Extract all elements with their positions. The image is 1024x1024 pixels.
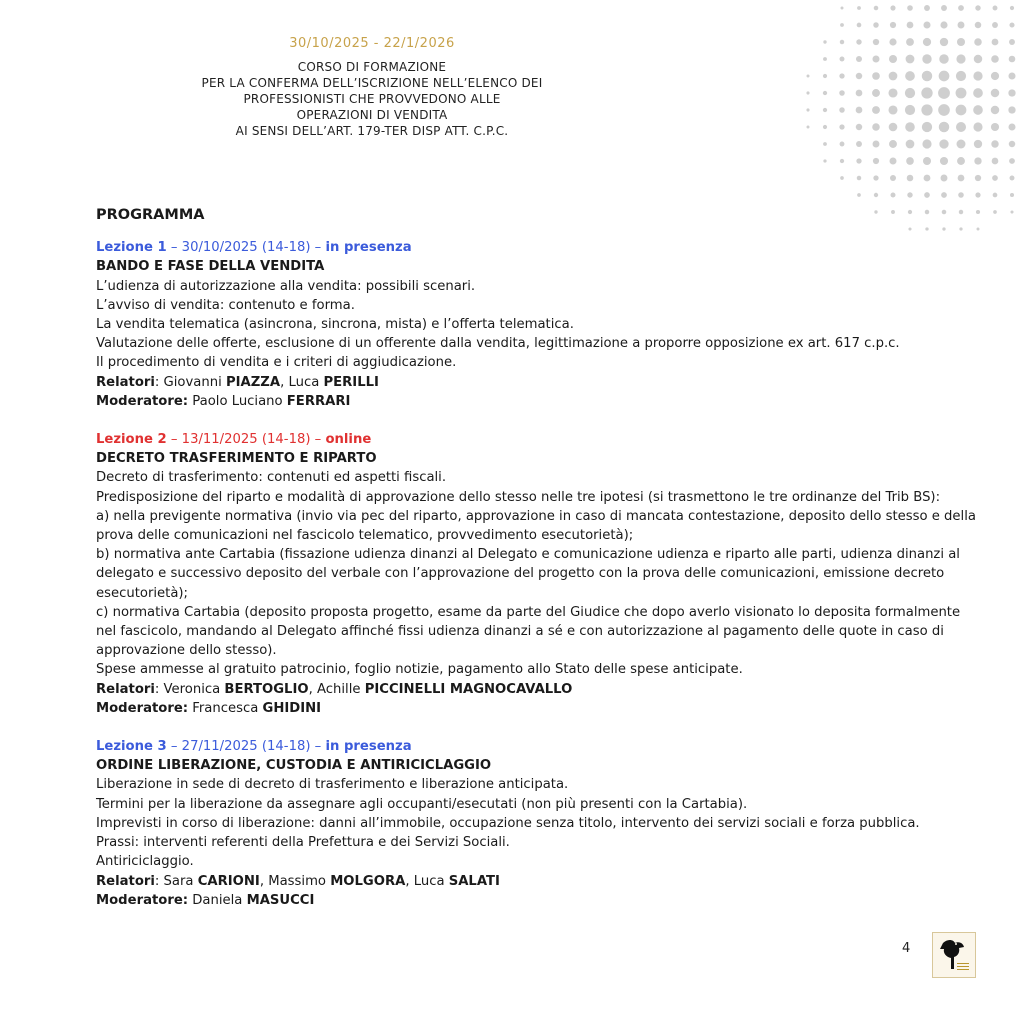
decorative-dot <box>905 71 915 81</box>
moderator-line <box>96 699 976 718</box>
decorative-dot <box>856 107 863 114</box>
decorative-dot <box>856 56 862 62</box>
lesson-topic-line: La vendita telematica (asincrona, sincrona, mista) e l’offerta telematica. <box>96 317 574 333</box>
speakers-label: Relatori <box>96 681 155 697</box>
lesson-topic-line: Il procedimento di vendita e i criteri di aggiudicazione. <box>96 355 457 371</box>
decorative-dot <box>857 193 861 197</box>
decorative-dot <box>890 158 897 165</box>
lesson-topic-line: b) normativa ante Cartabia (fissazione udienza dinanzi al Delegato e comunicazione udienza e riparto alle parti, udienza dinanzi al delegato e successivo deposito del verbale con l’approvazione del progetto con la prova delle comunicazioni, emissione decreto esecutorietà); <box>96 547 960 601</box>
decorative-dot <box>993 6 998 11</box>
decorative-dot <box>906 38 914 46</box>
course-title-line: OPERAZIONI DI VENDITA <box>296 108 448 122</box>
moderator-label: Moderatore: <box>96 892 189 908</box>
decorative-dot <box>991 72 999 80</box>
decorative-dot <box>872 55 879 62</box>
lesson-topic-line: L’udienza di autorizzazione alla vendita: possibili scenari. <box>96 278 476 294</box>
lesson-title: ORDINE LIBERAZIONE, CUSTODIA E ANTIRICICLAGGIO <box>96 758 492 774</box>
speaker-last-name: SALATI <box>448 873 500 889</box>
speaker-first-name: Giovanni <box>163 374 226 390</box>
decorative-dot <box>939 54 949 64</box>
decorative-dot <box>1010 6 1014 10</box>
decorative-dot <box>991 140 998 147</box>
decorative-dot <box>921 104 932 115</box>
speaker-last-name: MOLGORA <box>330 873 406 889</box>
decorative-dot <box>872 89 880 97</box>
moderator-line <box>96 891 976 910</box>
lesson-topic-line: Antiriciclaggio. <box>96 854 194 870</box>
lesson-label: Lezione 2 <box>96 432 167 448</box>
speaker-first-name: Luca <box>288 374 324 390</box>
decorative-dot <box>939 71 950 82</box>
lesson-title: BANDO E FASE DELLA VENDITA <box>96 259 325 275</box>
decorative-dot <box>823 108 827 112</box>
speakers-line: Relatori: Veronica BERTOGLIO, Achille PICCINELLI MAGNOCAVALLO <box>96 681 573 697</box>
decorative-dot <box>1008 72 1015 79</box>
decorative-dot <box>974 140 982 148</box>
decorative-dot <box>975 22 982 29</box>
lesson-mode: in presenza <box>325 240 412 256</box>
course-title-line: PROFESSIONISTI CHE PROVVEDONO ALLE <box>243 92 501 106</box>
decorative-dot <box>1010 176 1015 181</box>
decorative-dot <box>956 54 965 63</box>
decorative-dot <box>941 5 947 11</box>
lesson-topic-line: Spese ammesse al gratuito patrocinio, foglio notizie, pagamento allo Stato delle spese anticipate. <box>96 662 743 678</box>
decorative-dot <box>840 23 844 27</box>
decorative-dot <box>906 55 915 64</box>
decorative-dot <box>889 38 896 45</box>
decorative-dot <box>991 106 999 114</box>
lesson-topic-line: Prassi: interventi referenti della Prefettura e dei Servizi Sociali. <box>96 835 510 851</box>
course-dates: 30/10/2025 - 22/1/2026 <box>289 36 455 51</box>
lesson-topic-line: Liberazione in sede di decreto di trasferimento e liberazione anticipata. <box>96 777 569 793</box>
decorative-dot <box>974 38 982 46</box>
decorative-dot <box>872 106 880 114</box>
decorative-dot <box>874 193 878 197</box>
decorative-dot <box>958 5 964 11</box>
lesson-topic-line: Predisposizione del riparto e modalità di approvazione dello stesso nelle tre ipotesi (si trasmettono le tre ordinanze del Trib BS): <box>96 489 941 505</box>
decorative-dot <box>1008 106 1015 113</box>
decorative-dot <box>1009 158 1015 164</box>
decorative-dot <box>992 22 998 28</box>
speaker-last-name: PERILLI <box>323 374 379 390</box>
decorative-dot <box>807 126 810 129</box>
lesson-heading <box>96 238 976 257</box>
course-title-line: PER LA CONFERMA DELL’ISCRIZIONE NELL’ELENCO DEI <box>201 76 543 90</box>
moderator-line <box>96 392 976 411</box>
speaker-last-name: CARIONI <box>197 873 260 889</box>
decorative-dot <box>973 71 982 80</box>
dot-pattern-decoration <box>800 0 1024 240</box>
decorative-dot <box>958 175 965 182</box>
decorative-dot <box>857 23 862 28</box>
decorative-dot <box>1009 22 1014 27</box>
decorative-dot <box>924 5 930 11</box>
decorative-dot <box>907 22 914 29</box>
decorative-dot <box>823 142 827 146</box>
bird-logo-icon <box>932 932 976 978</box>
decorative-dot <box>940 21 947 28</box>
decorative-dot <box>1010 210 1013 213</box>
course-title-line: AI SENSI DELL’ART. 179-TER DISP ATT. C.P.C. <box>235 124 509 138</box>
lesson-label: Lezione 1 <box>96 240 167 256</box>
decorative-dot <box>806 108 809 111</box>
decorative-dot <box>840 159 844 163</box>
decorative-dot <box>976 210 980 214</box>
decorative-dot <box>922 139 931 148</box>
speakers-label: Relatori <box>96 873 155 889</box>
decorative-dot <box>992 175 998 181</box>
decorative-dot <box>841 7 844 10</box>
program-content <box>96 206 976 929</box>
decorative-dot <box>889 140 897 148</box>
decorative-dot <box>806 91 809 94</box>
speaker-first-name: Achille <box>316 681 365 697</box>
decorative-dot <box>956 88 967 99</box>
moderator-last-name: GHIDINI <box>262 700 322 716</box>
decorative-dot <box>905 88 915 98</box>
decorative-dot <box>1008 89 1015 96</box>
page-number: 4 <box>902 941 911 956</box>
document-header <box>150 36 594 139</box>
moderator-first-name: Francesca <box>192 700 263 716</box>
decorative-dot <box>906 140 915 149</box>
decorative-dot <box>922 71 932 81</box>
decorative-dot <box>873 39 879 45</box>
decorative-dot <box>1008 123 1015 130</box>
lesson-topic-line: c) normativa Cartabia (deposito proposta progetto, esame da parte del Giudice che dopo averlo visionato lo deposita formalmente nel fascicolo, mandando al Delegato affinché fissi udienza dinanzi a sé e con autorizzazione al pagamento delle quote in caso di approvazione dello stesso). <box>96 604 961 659</box>
decorative-dot <box>907 175 914 182</box>
lesson-topic-line: L’avviso di vendita: contenuto e forma. <box>96 297 355 313</box>
moderator-last-name: MASUCCI <box>246 892 315 908</box>
decorative-dot <box>938 87 950 99</box>
speakers-line: Relatori: Giovanni PIAZZA, Luca PERILLI <box>96 374 379 390</box>
decorative-dot <box>924 175 931 182</box>
decorative-dot <box>993 193 998 198</box>
decorative-dot <box>991 123 999 131</box>
decorative-dot <box>840 57 845 62</box>
decorative-dot <box>905 122 915 132</box>
lesson-block <box>96 737 976 910</box>
decorative-dot <box>957 157 965 165</box>
decorative-dot <box>807 75 810 78</box>
decorative-dot <box>839 124 844 129</box>
decorative-dot <box>1010 193 1014 197</box>
decorative-dot <box>873 22 879 28</box>
decorative-dot <box>856 73 862 79</box>
decorative-dot <box>857 176 862 181</box>
decorative-dot <box>839 73 844 78</box>
decorative-dot <box>890 22 896 28</box>
lesson-heading <box>96 737 976 756</box>
decorative-dot <box>923 21 930 28</box>
decorative-dot <box>889 123 898 132</box>
decorative-dot <box>975 175 981 181</box>
decorative-dot <box>890 5 895 10</box>
speakers-label: Relatori <box>96 374 155 390</box>
decorative-dot <box>1009 39 1015 45</box>
decorative-dot <box>993 210 997 214</box>
decorative-dot <box>939 139 948 148</box>
lesson-date: – 13/11/2025 (14-18) – <box>166 432 326 448</box>
decorative-dot <box>889 72 898 81</box>
decorative-dot <box>873 175 878 180</box>
decorative-dot <box>823 40 826 43</box>
decorative-dot <box>839 107 845 113</box>
decorative-dot <box>973 122 982 131</box>
decorative-dot <box>906 157 914 165</box>
decorative-dot <box>823 159 826 162</box>
decorative-dot <box>956 105 967 116</box>
decorative-dot <box>940 157 948 165</box>
decorative-dot <box>823 57 827 61</box>
decorative-dot <box>941 175 948 182</box>
decorative-dot <box>924 192 930 198</box>
decorative-dot <box>840 40 844 44</box>
speaker-last-name: PICCINELLI MAGNOCAVALLO <box>364 681 573 697</box>
decorative-dot <box>873 158 879 164</box>
decorative-dot <box>991 55 999 63</box>
lesson-list <box>96 238 976 910</box>
decorative-dot <box>940 38 948 46</box>
lesson-topic-line: Termini per la liberazione da assegnare agli occupanti/esecutati (non più presenti con la Cartabia). <box>96 796 748 812</box>
speaker-first-name: Veronica <box>163 681 225 697</box>
decorative-dot <box>823 74 827 78</box>
decorative-dot <box>991 89 1000 98</box>
decorative-dot <box>923 38 931 46</box>
decorative-dot <box>890 175 896 181</box>
lesson-title: DECRETO TRASFERIMENTO E RIPARTO <box>96 451 377 467</box>
decorative-dot <box>977 228 980 231</box>
lesson-topic-line: Imprevisti in corso di liberazione: danni all’immobile, occupazione senza titolo, intervento dei servizi sociali e forza pubblica. <box>96 815 920 831</box>
decorative-dot <box>856 39 861 44</box>
decorative-dot <box>939 122 949 132</box>
moderator-label: Moderatore: <box>96 700 189 716</box>
decorative-dot <box>975 5 980 10</box>
decorative-dot <box>956 122 966 132</box>
lesson-topic-line: Valutazione delle offerte, esclusione di un offerente dalla vendita, legittimazione a proporre opposizione ex art. 617 c.p.c. <box>96 336 900 352</box>
decorative-dot <box>823 91 827 95</box>
decorative-dot <box>839 90 845 96</box>
decorative-dot <box>905 105 915 115</box>
lesson-label: Lezione 3 <box>96 739 167 755</box>
speaker-last-name: BERTOGLIO <box>224 681 309 697</box>
decorative-dot <box>957 38 965 46</box>
decorative-dot <box>872 123 880 131</box>
decorative-dot <box>1009 56 1016 63</box>
decorative-dot <box>958 192 964 198</box>
lesson-mode: in presenza <box>325 739 412 755</box>
lesson-topic-line: Decreto di trasferimento: contenuti ed aspetti fiscali. <box>96 470 447 486</box>
decorative-dot <box>938 104 950 116</box>
speaker-first-name: Sara <box>163 873 198 889</box>
decorative-dot <box>889 55 897 63</box>
speaker-first-name: Luca <box>413 873 449 889</box>
decorative-dot <box>957 140 966 149</box>
decorative-dot <box>922 54 931 63</box>
lesson-mode: online <box>325 432 372 448</box>
decorative-dot <box>873 141 880 148</box>
decorative-dot <box>974 55 982 63</box>
speaker-first-name: Massimo <box>268 873 331 889</box>
decorative-dot <box>856 124 862 130</box>
moderator-first-name: Paolo Luciano <box>192 393 287 409</box>
decorative-dot <box>823 125 827 129</box>
decorative-dot <box>874 6 879 11</box>
decorative-dot <box>974 157 981 164</box>
decorative-dot <box>992 158 999 165</box>
moderator-first-name: Daniela <box>192 892 247 908</box>
decorative-dot <box>956 71 966 81</box>
moderator-last-name: FERRARI <box>286 393 351 409</box>
decorative-dot <box>922 122 932 132</box>
decorative-dot <box>856 158 861 163</box>
decorative-dot <box>840 176 844 180</box>
decorative-dot <box>856 90 863 97</box>
decorative-dot <box>923 157 931 165</box>
course-title-line: CORSO DI FORMAZIONE <box>297 60 447 74</box>
decorative-dot <box>921 87 932 98</box>
decorative-dot <box>891 193 896 198</box>
lesson-date: – 30/10/2025 (14-18) – <box>166 240 326 256</box>
decorative-dot <box>856 141 862 147</box>
decorative-dot <box>941 192 947 198</box>
decorative-dot <box>907 192 912 197</box>
decorative-dot <box>857 6 861 10</box>
speaker-last-name: PIAZZA <box>225 374 281 390</box>
lesson-topic-line: a) nella previgente normativa (invio via pec del riparto, approvazione in caso di mancata contestazione, deposito dello stesso e della prova delle comunicazioni nel fascicolo telematico, provvedimento esecutorietà); <box>96 508 976 544</box>
decorative-dot <box>1009 141 1016 148</box>
lesson-block <box>96 430 976 718</box>
moderator-label: Moderatore: <box>96 393 189 409</box>
decorative-dot <box>992 39 999 46</box>
decorative-dot <box>975 192 980 197</box>
decorative-dot <box>907 5 913 11</box>
decorative-dot <box>888 88 897 97</box>
course-title <box>150 59 594 139</box>
lesson-date: – 27/11/2025 (14-18) – <box>166 739 326 755</box>
speakers-line: Relatori: Sara CARIONI, Massimo MOLGORA, Luca SALATI <box>96 873 500 889</box>
decorative-dot <box>958 22 965 29</box>
lesson-block <box>96 238 976 411</box>
decorative-dot <box>973 88 983 98</box>
section-title: PROGRAMMA <box>96 207 205 223</box>
decorative-dot <box>840 142 845 147</box>
lesson-heading <box>96 430 976 449</box>
decorative-dot <box>888 105 897 114</box>
decorative-dot <box>973 105 983 115</box>
decorative-dot <box>872 72 880 80</box>
